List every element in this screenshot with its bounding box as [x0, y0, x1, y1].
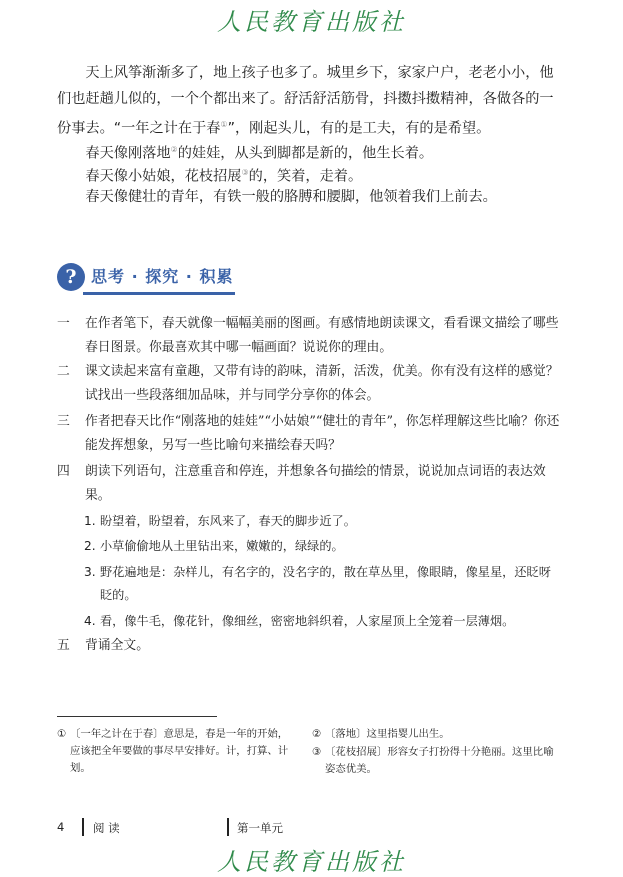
- passage-text: 的，笑着，走着。: [248, 168, 363, 185]
- footnote-marker: ①: [57, 728, 67, 740]
- footnote-3: [312, 744, 562, 778]
- footnote-ref-1[interactable]: ①: [220, 120, 228, 129]
- footnote-marker: ②: [312, 728, 322, 740]
- passage-paragraph-4: 春天像健壮的青年，有铁一般的胳膊和腰脚，他领着我们上前去。: [85, 189, 497, 205]
- exercise-text: 作者把春天比作“刚落地的娃娃”“小姑娘”“健壮的青年”，你怎样理解这些比喻？你还能发挥想象，另写一些比喻句来描绘春天吗？: [85, 414, 560, 453]
- footnote-text: 〔落地〕这里指婴儿出生。: [325, 728, 450, 740]
- exercise-item-2: [57, 360, 567, 408]
- section-underline: [83, 292, 235, 295]
- sentence-number: 4.: [84, 614, 96, 628]
- sentence-number: 2.: [84, 539, 96, 553]
- sentence-number: 1.: [84, 514, 96, 528]
- exercise-text: 在作者笔下，春天就像一幅幅美丽的图画。有感情地朗读课文，看看课文描绘了哪些春日图景。你最喜欢其中哪一幅画面？说说你的理由。: [85, 316, 559, 355]
- passage-text: 春天像小姑娘，花枝招展: [85, 168, 242, 185]
- sentence-text: 看，像牛毛，像花针，像细丝，密密地斜织着，人家屋顶上全笼着一层薄烟。: [100, 614, 515, 628]
- footnote-marker: ③: [312, 746, 322, 758]
- exercise-number: 三: [57, 414, 70, 429]
- passage-text: ”，刚起头儿，有的是工夫，有的是希望。: [227, 120, 491, 137]
- passage-text: 春天像刚落地: [85, 145, 171, 162]
- exercise-item-1: [57, 312, 567, 360]
- exercise-item-4: [57, 460, 567, 508]
- folio-section: 阅 读: [93, 821, 120, 835]
- footnote-divider: [57, 716, 217, 717]
- passage-paragraph-1: [57, 60, 557, 142]
- footnote-2: [312, 726, 562, 743]
- sentence-item-3: [84, 561, 554, 607]
- sentence-text: 小草偷偷地从土里钻出来，嫩嫩的，绿绿的。: [100, 539, 344, 553]
- exercise-text: 朗读下列语句，注意重音和停连，并想象各句描绘的情景，说说加点词语的表达效果。: [85, 464, 546, 503]
- footnote-ref-2[interactable]: ②: [170, 145, 178, 154]
- sentence-text: 盼望着，盼望着，东风来了，春天的脚步近了。: [100, 514, 356, 528]
- publisher-watermark-top: 人民教育出版社: [217, 8, 406, 36]
- passage-text: 天上风筝渐渐多了，地上孩子也多了。城里乡下，家家户户，老老小小，他们也赶趟儿似的，一个个都出来了。舒活舒活筋骨，抖擞抖擞精神，各做各的一份事去。“一年之计在于春: [57, 65, 554, 137]
- sentence-item-1: [84, 510, 554, 533]
- folio-divider: [227, 818, 229, 836]
- exercise-number: 二: [57, 364, 70, 379]
- section-heading: [57, 262, 237, 294]
- publisher-watermark-bottom: 人民教育出版社: [217, 848, 406, 876]
- folio-divider: [82, 818, 84, 836]
- section-title: 思考 · 探究 · 积累: [91, 267, 234, 286]
- sentence-text: 野花遍地是：杂样儿，有名字的，没名字的，散在草丛里，像眼睛，像星星，还眨呀眨的。: [100, 565, 551, 602]
- sentence-item-2: [84, 535, 554, 558]
- page-number: 4: [57, 820, 65, 834]
- exercise-number: 一: [57, 316, 70, 331]
- exercise-item-5: [57, 634, 567, 658]
- exercise-number: 五: [57, 638, 70, 653]
- folio-unit: 第一单元: [237, 821, 283, 835]
- exercise-text: 课文读起来富有童趣，又带有诗的韵味，清新，活泼，优美。你有没有这样的感觉？试找出一些段落细加品味，并与同学分享你的体会。: [85, 364, 559, 403]
- question-mark-icon: ?: [57, 263, 85, 291]
- footnote-text: 〔一年之计在于春〕意思是，春是一年的开始，应该把全年要做的事尽早安排好。计，打算、计划。: [70, 728, 289, 774]
- sentence-number: 3.: [84, 565, 96, 579]
- footnote-ref-3[interactable]: ③: [241, 168, 249, 177]
- exercise-number: 四: [57, 464, 70, 479]
- passage-text: 的娃娃，从头到脚都是新的，他生长着。: [177, 145, 434, 162]
- footnote-1: [57, 726, 297, 777]
- footnote-text: 〔花枝招展〕形容女子打扮得十分艳丽。这里比喻姿态优美。: [325, 746, 554, 775]
- exercise-text: 背诵全文。: [85, 638, 149, 653]
- sentence-item-4: [84, 610, 554, 633]
- exercise-item-3: [57, 410, 567, 458]
